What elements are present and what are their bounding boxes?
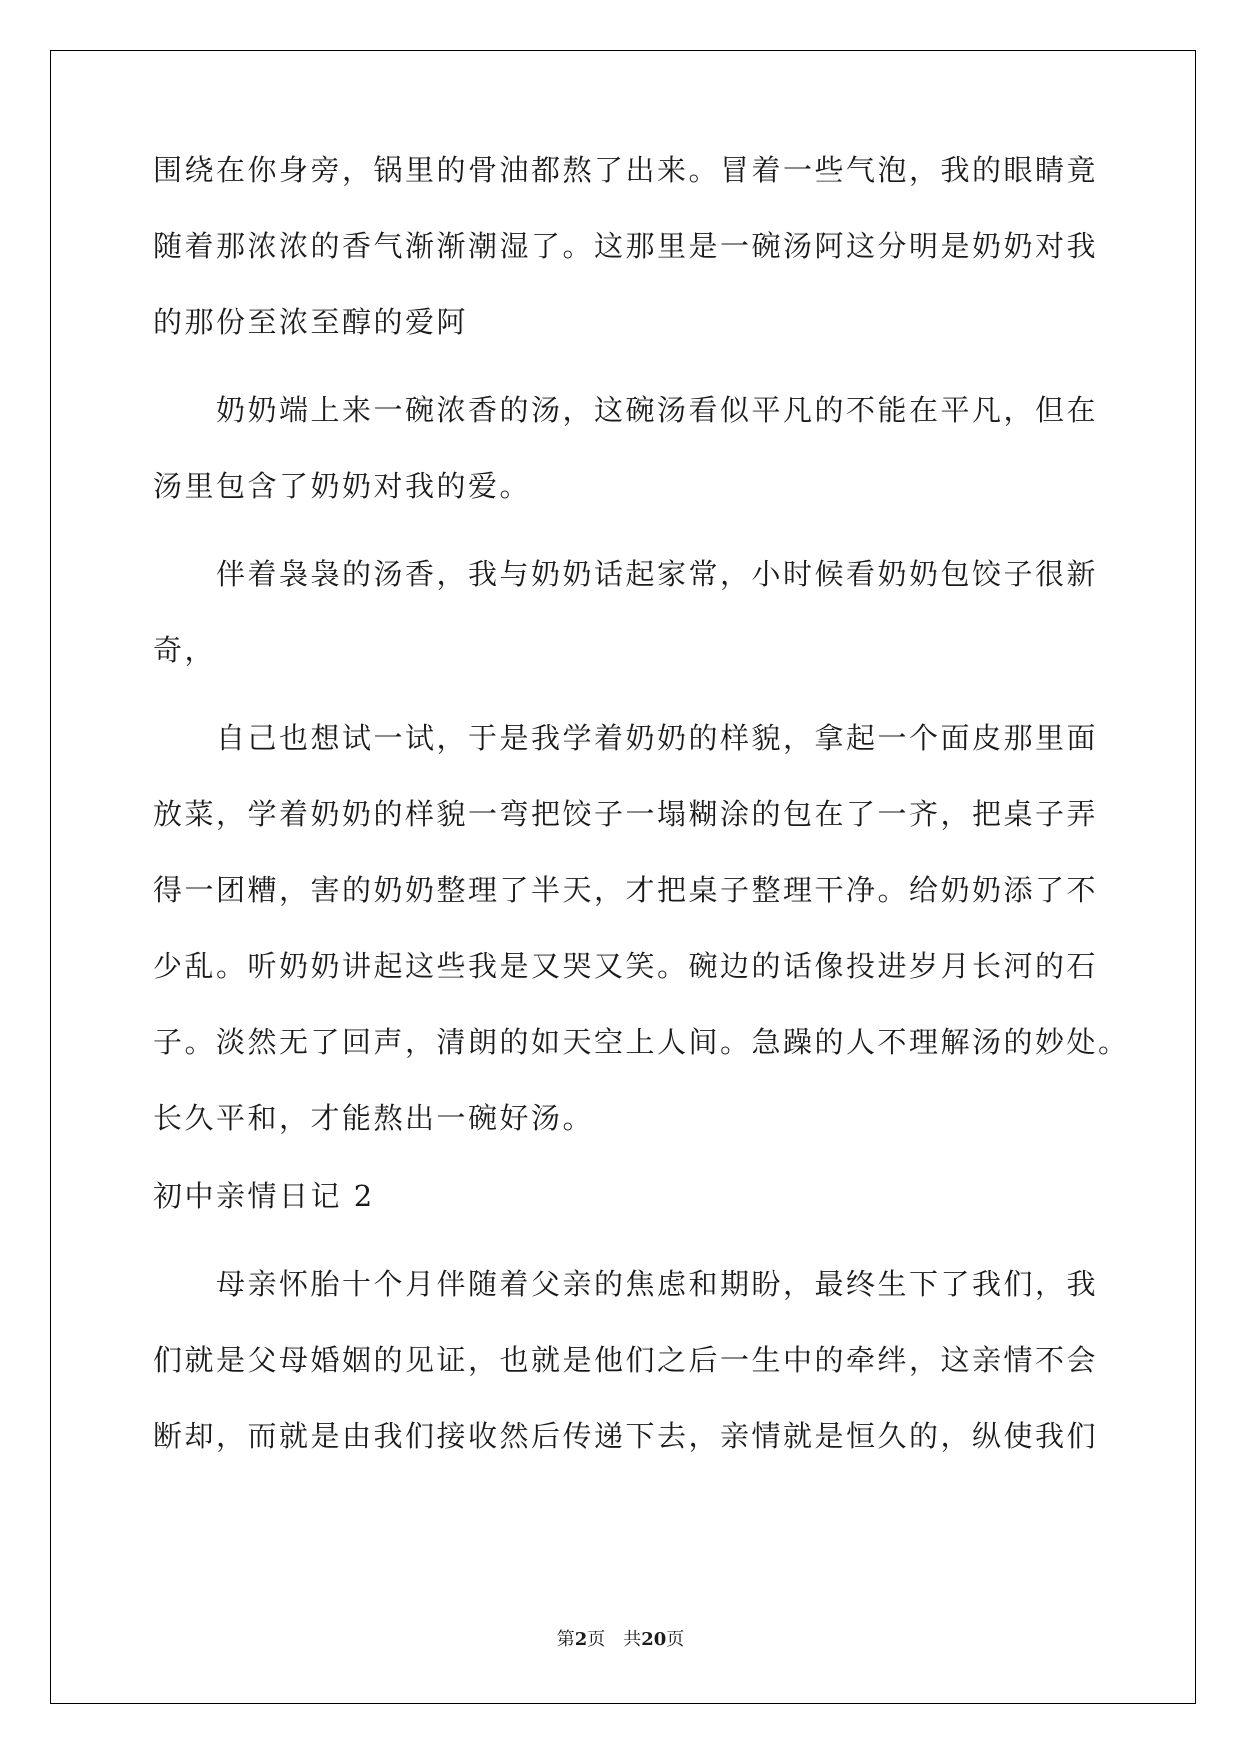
text-line: 得一团糟，害的奶奶整理了半天，才把桌子整理干净。给奶奶添了不 bbox=[153, 873, 1099, 907]
text-line: 的那份至浓至醇的爱阿 bbox=[153, 305, 469, 339]
text-line: 母亲怀胎十个月伴随着父亲的焦虑和期盼，最终生下了我们，我 bbox=[216, 1267, 1099, 1301]
text-line: 们就是父母婚姻的见证，也就是他们之后一生中的牵绊，这亲情不会 bbox=[153, 1343, 1099, 1377]
text-line: 随着那浓浓的香气渐渐潮湿了。这那里是一碗汤阿这分明是奶奶对我 bbox=[153, 229, 1099, 263]
text-line: 奇， bbox=[153, 633, 217, 667]
text-line: 自己也想试一试，于是我学着奶奶的样貌，拿起一个面皮那里面 bbox=[216, 721, 1099, 755]
text-line: 少乱。听奶奶讲起这些我是又哭又笑。碗边的话像投进岁月长河的石 bbox=[153, 949, 1099, 983]
text-line: 伴着袅袅的汤香，我与奶奶话起家常，小时候看奶奶包饺子很新 bbox=[216, 557, 1099, 591]
page-footer bbox=[0, 1628, 1241, 1652]
text-line: 奶奶端上来一碗浓香的汤，这碗汤看似平凡的不能在平凡，但在 bbox=[216, 393, 1099, 427]
text-line: 子。淡然无了回声，清朗的如天空上人间。急躁的人不理解汤的妙处。 bbox=[153, 1025, 1130, 1059]
text-line: 围绕在你身旁，锅里的骨油都熬了出来。冒着一些气泡，我的眼睛竟 bbox=[153, 153, 1099, 187]
text-line: 放菜，学着奶奶的样貌一弯把饺子一塌糊涂的包在了一齐，把桌子弄 bbox=[153, 797, 1099, 831]
text-line: 断却，而就是由我们接收然后传递下去，亲情就是恒久的，纵使我们 bbox=[153, 1419, 1099, 1453]
footer-total-prefix: 共 bbox=[623, 1629, 642, 1650]
footer-total-suffix: 页 bbox=[666, 1629, 685, 1650]
text-line: 汤里包含了奶奶对我的爱。 bbox=[153, 469, 532, 503]
footer-page-suffix: 页 bbox=[587, 1629, 606, 1650]
total-pages: 20 bbox=[641, 1629, 667, 1650]
footer-prefix: 第 bbox=[556, 1629, 575, 1650]
page-number: 2 bbox=[574, 1629, 588, 1650]
section-heading: 初中亲情日记 2 bbox=[153, 1179, 375, 1213]
text-line: 长久平和，才能熬出一碗好汤。 bbox=[153, 1101, 595, 1135]
